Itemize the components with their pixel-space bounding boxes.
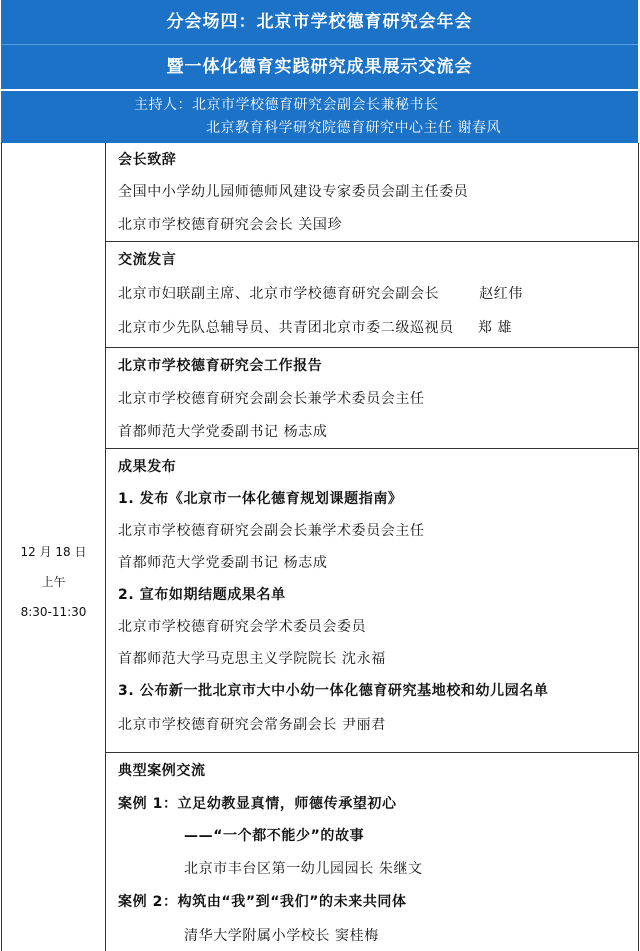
speaker-row <box>118 317 512 337</box>
time-range-text: 8:30-11:30 <box>20 605 87 619</box>
section-title: 交流发言 <box>118 252 177 268</box>
presenter-name: 北京市学校德育研究会常务副会长 尹丽君 <box>118 717 386 733</box>
section-president-speech <box>106 143 638 242</box>
case-1-subtitle: ——“一个都不能少”的故事 <box>184 828 365 844</box>
section-title: 会长致辞 <box>118 152 177 168</box>
section-work-report <box>106 348 638 449</box>
period-text: 上午 <box>41 575 66 589</box>
speaker-title: 北京市妇联副主席、北京市学校德育研究会副会长 <box>118 286 440 302</box>
case-1-presenter: 北京市丰台区第一幼儿园园长 朱继文 <box>184 861 423 877</box>
speaker-row <box>118 283 523 303</box>
section-title: 北京市学校德育研究会工作报告 <box>118 358 323 374</box>
presenter-name: 首都师范大学马克思主义学院院长 沈永福 <box>118 651 386 667</box>
speaker-name: 郑 雄 <box>477 320 513 336</box>
presenter-title: 北京市学校德育研究会副会长兼学术委员会主任 <box>118 523 425 539</box>
speaker-name: 首都师范大学党委副书记 杨志成 <box>118 424 328 440</box>
time-cell <box>2 143 106 951</box>
agenda-table <box>1 143 639 951</box>
session-title-line2: 暨一体化德育实践研究成果展示交流会 <box>1 45 638 89</box>
case-1-title: 案例 1：立足幼教显真情，师德传承望初心 <box>118 796 397 812</box>
presenter-title: 北京市学校德育研究会学术委员会委员 <box>118 619 367 635</box>
presenter-name: 首都师范大学党委副书记 杨志成 <box>118 555 328 571</box>
section-results-release <box>106 449 638 753</box>
host-line1: 主持人：北京市学校德育研究会副会长兼秘书长 <box>134 97 439 113</box>
date-text: 12 月 18 日 <box>20 545 87 559</box>
speaker-title: 全国中小学幼儿园师德师风建设专家委员会副主任委员 <box>118 184 469 200</box>
section-case-exchange <box>106 753 638 951</box>
speaker-name: 北京市学校德育研究会会长 关国珍 <box>118 217 343 233</box>
case-2-title: 案例 2：构筑由“我”到“我们”的未来共同体 <box>118 894 407 910</box>
release-item-1: 1. 发布《北京市一体化德育规划课题指南》 <box>118 491 403 507</box>
release-item-2: 2. 宣布如期结题成果名单 <box>118 587 286 603</box>
section-title: 成果发布 <box>118 459 177 475</box>
host-banner <box>1 90 638 143</box>
case-2-presenter: 清华大学附属小学校长 窦桂梅 <box>184 928 379 944</box>
speaker-title: 北京市学校德育研究会副会长兼学术委员会主任 <box>118 391 425 407</box>
section-exchange-speeches <box>106 242 638 348</box>
session-title-line1: 分会场四：北京市学校德育研究会年会 <box>1 0 638 45</box>
speaker-name: 赵红伟 <box>479 286 524 302</box>
release-item-3: 3. 公布新一批北京市大中小幼一体化德育研究基地校和幼儿园名单 <box>118 683 549 699</box>
host-line2: 北京教育科学研究院德育研究中心主任 谢春风 <box>206 120 501 136</box>
section-title: 典型案例交流 <box>118 763 206 779</box>
speaker-title: 北京市少先队总辅导员、共青团北京市委二级巡视员 <box>118 320 454 336</box>
